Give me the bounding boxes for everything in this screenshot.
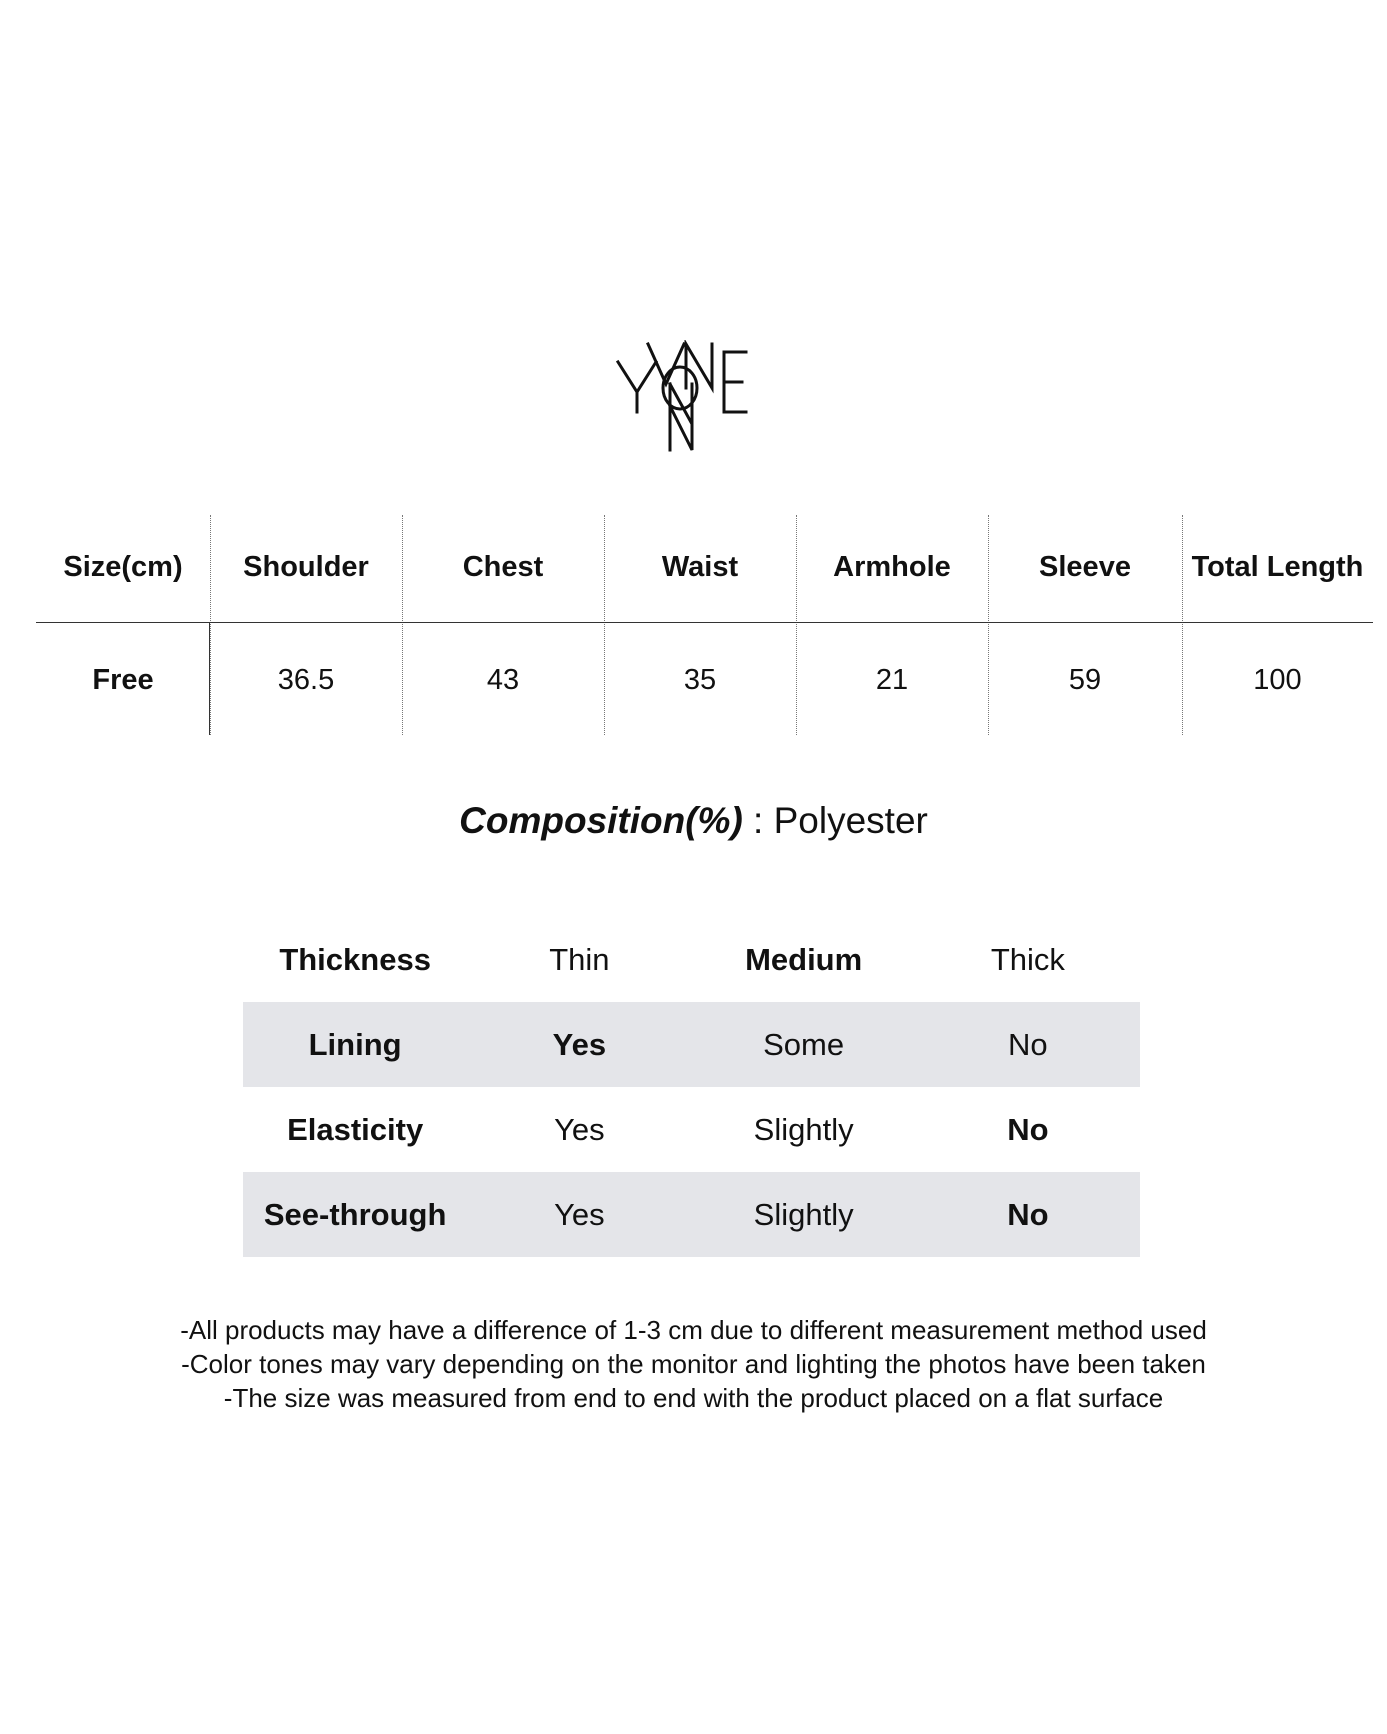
- fabric-option: Yes: [554, 1111, 605, 1147]
- header-shoulder: Shoulder: [243, 551, 369, 583]
- fabric-row-thickness: [243, 917, 1140, 1002]
- size-value: Free: [92, 663, 154, 696]
- fabric-option: Thin: [549, 941, 610, 977]
- total-length-value: 100: [1253, 663, 1302, 696]
- fabric-row-label: Lining: [308, 1026, 402, 1062]
- fabric-option: Some: [763, 1026, 845, 1062]
- brand-logo: [600, 340, 790, 455]
- fabric-properties-table: [243, 917, 1140, 1257]
- fabric-option: Yes: [554, 1196, 605, 1232]
- shoulder-value: 36.5: [277, 663, 335, 696]
- composition-line: [0, 800, 1387, 842]
- fabric-option: No: [1007, 1196, 1049, 1232]
- fabric-row-label: See-through: [263, 1196, 447, 1232]
- fabric-option: Medium: [745, 941, 863, 977]
- composition-label: Composition(%): [459, 800, 743, 841]
- note-line: -Color tones may vary depending on the monitor and lighting the photos have been taken: [181, 1349, 1206, 1379]
- header-armhole: Armhole: [833, 551, 951, 583]
- header-size: Size(cm): [63, 551, 183, 583]
- fabric-option: Slightly: [753, 1196, 854, 1232]
- fabric-option: No: [1007, 1111, 1049, 1147]
- chest-value: 43: [486, 663, 520, 696]
- armhole-value: 21: [875, 663, 909, 696]
- size-table: [36, 515, 1373, 737]
- fabric-option: No: [1008, 1026, 1048, 1062]
- composition-separator: :: [742, 800, 774, 841]
- fabric-row-label: Elasticity: [287, 1111, 424, 1147]
- composition-value: Polyester: [773, 800, 928, 841]
- fabric-option: Yes: [552, 1026, 607, 1062]
- header-total-length: Total Length: [1191, 551, 1364, 583]
- fabric-option: Slightly: [753, 1111, 854, 1147]
- header-rule: [36, 622, 1373, 623]
- note-line: -The size was measured from end to end with the product placed on a flat surface: [223, 1383, 1164, 1413]
- fabric-option: Thick: [990, 941, 1065, 977]
- notes: [0, 1313, 1387, 1415]
- header-waist: Waist: [661, 551, 739, 583]
- fabric-row-see-through: [243, 1172, 1140, 1257]
- sleeve-value: 59: [1068, 663, 1102, 696]
- header-sleeve: Sleeve: [1039, 551, 1131, 583]
- waist-value: 35: [683, 663, 717, 696]
- note-line: -All products may have a difference of 1-3 cm due to different measurement method used: [180, 1315, 1207, 1345]
- header-chest: Chest: [462, 551, 544, 583]
- fabric-row-elasticity: [243, 1087, 1140, 1172]
- fabric-row-label: Thickness: [279, 941, 431, 977]
- fabric-row-lining: [243, 1002, 1140, 1087]
